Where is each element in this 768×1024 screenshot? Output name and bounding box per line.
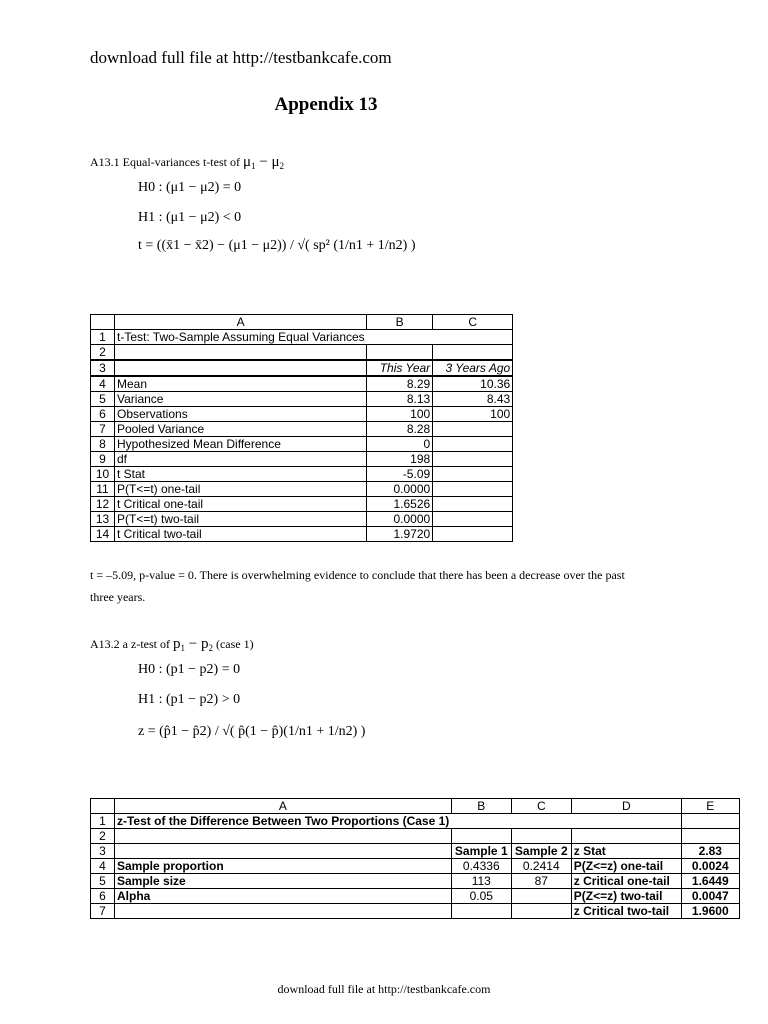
col-header: B <box>367 315 433 330</box>
col-header: A <box>115 315 367 330</box>
col-header: A <box>115 799 452 814</box>
mu-difference-symbol: $\mu_1 - \mu_2$ <box>242 154 285 171</box>
table-row: 2 <box>91 345 513 361</box>
t-statistic-formula: t = ((x̄1 − x̄2) − (μ1 − μ2)) / √( sp² (1/n1 + 1/n2) ) <box>138 238 416 253</box>
table-row: 7 Pooled Variance 8.28 <box>91 422 513 437</box>
table-row: 5 Sample size 113 87 z Critical one-tail 1.6449 <box>91 874 740 889</box>
conclusion-paragraph <box>90 564 625 608</box>
section-heading-a13-1 <box>90 154 284 171</box>
z-test-table <box>90 798 740 919</box>
table-row: 6 Alpha 0.05 P(Z<=z) two-tail 0.0047 <box>91 889 740 904</box>
download-footer: download full file at http://testbankcafe.com <box>277 982 491 996</box>
section-heading-text: A13.1 Equal-variances t-test of <box>90 155 243 169</box>
table-row: 2 <box>91 829 740 844</box>
col-header: D <box>571 799 681 814</box>
page-title: Appendix 13 <box>274 94 378 115</box>
table-row: 1 z-Test of the Difference Between Two Proportions (Case 1) <box>91 814 740 829</box>
table-title: t-Test: Two-Sample Assuming Equal Variances <box>115 330 367 345</box>
table-row: 14 t Critical two-tail 1.9720 <box>91 527 513 542</box>
section-heading-a13-2 <box>90 636 254 653</box>
t-test-table <box>90 314 513 542</box>
z-statistic-formula: z = (p̂1 − p̂2) / √( p̂(1 − p̂)(1/n1 + 1/n2) ) <box>138 724 366 739</box>
table-row: 6 Observations 100 100 <box>91 407 513 422</box>
section-heading-suffix: (case 1) <box>212 637 254 651</box>
null-hypothesis-1: H0 : (μ1 − μ2) = 0 <box>138 180 242 195</box>
table-row: 3 Sample 1 Sample 2 z Stat 2.83 <box>91 844 740 859</box>
col-header: C <box>433 315 513 330</box>
col-header: C <box>511 799 571 814</box>
col-header: E <box>681 799 739 814</box>
conclusion-line: t = –5.09, p-value = 0. There is overwhelming evidence to conclude that there has been a decrease over the past <box>90 568 625 582</box>
table-row: 12 t Critical one-tail 1.6526 <box>91 497 513 512</box>
section-heading-text: A13.2 a z-test of <box>90 637 173 651</box>
alternative-hypothesis-2: H1 : (p1 − p2) > 0 <box>138 692 241 707</box>
table-row: 4 Sample proportion 0.4336 0.2414 P(Z<=z) one-tail 0.0024 <box>91 859 740 874</box>
null-hypothesis-2: H0 : (p1 − p2) = 0 <box>138 662 241 677</box>
conclusion-line: three years. <box>90 590 146 604</box>
table-row: 13 P(T<=t) two-tail 0.0000 <box>91 512 513 527</box>
table-title: z-Test of the Difference Between Two Proportions (Case 1) <box>115 814 452 829</box>
table-row: 4 Mean 8.29 10.36 <box>91 376 513 392</box>
p-difference-symbol: $p_1 - p_2$ <box>172 636 213 653</box>
table-row: 1 t-Test: Two-Sample Assuming Equal Variances <box>91 330 513 345</box>
table-row: 3 This Year 3 Years Ago <box>91 360 513 376</box>
alternative-hypothesis-1: H1 : (μ1 − μ2) < 0 <box>138 210 242 225</box>
download-header: download full file at http://testbankcafe.com <box>90 48 392 67</box>
table-row: 10 t Stat -5.09 <box>91 467 513 482</box>
table-row: 11 P(T<=t) one-tail 0.0000 <box>91 482 513 497</box>
table-row: 8 Hypothesized Mean Difference 0 <box>91 437 513 452</box>
table-row: 5 Variance 8.13 8.43 <box>91 392 513 407</box>
table-row: 9 df 198 <box>91 452 513 467</box>
table-row: 7 z Critical two-tail 1.9600 <box>91 904 740 919</box>
col-header: B <box>451 799 511 814</box>
